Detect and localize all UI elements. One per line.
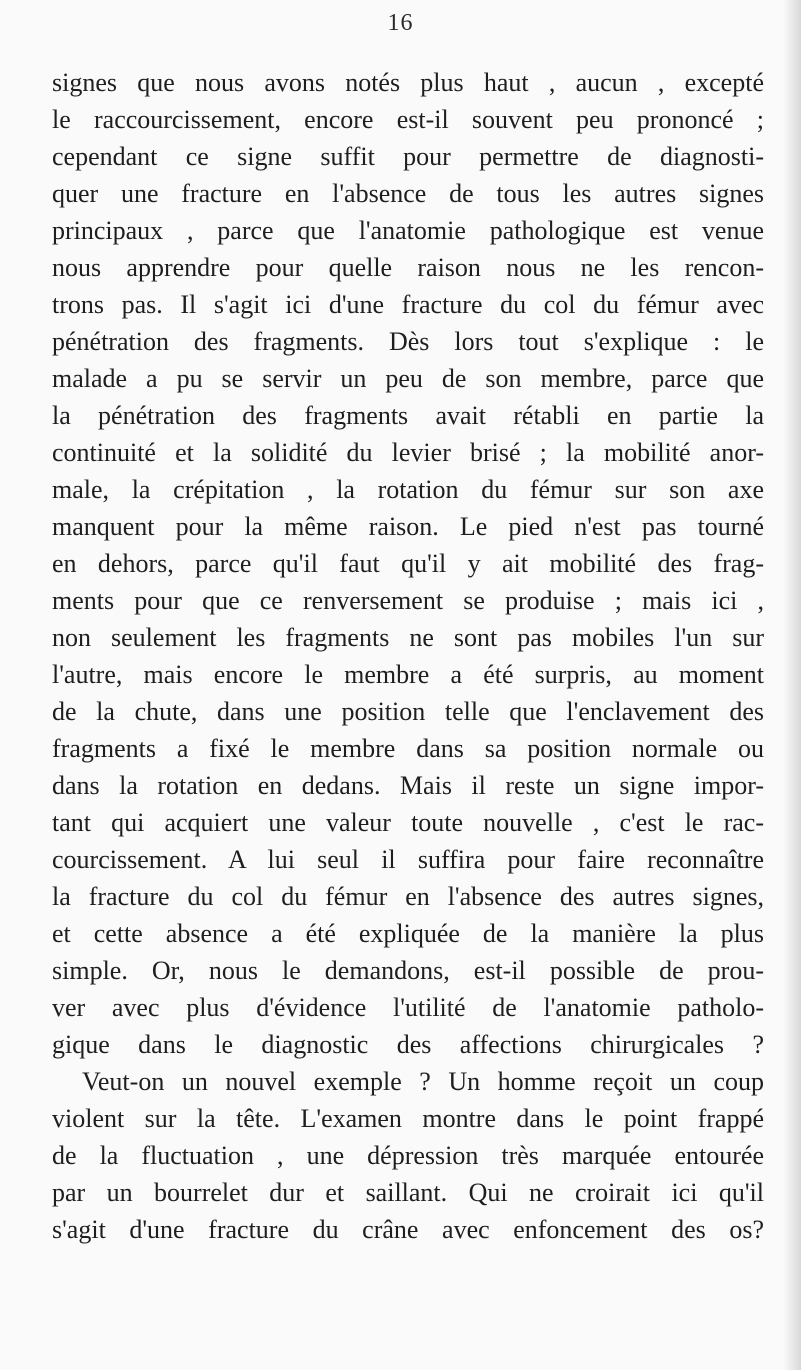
text-line: pénétration des fragments. Dès lors tout s'explique : le <box>52 327 764 356</box>
text-line: s'agit d'une fracture du crâne avec enfoncement des os? <box>52 1215 764 1244</box>
text-line: par un bourrelet dur et saillant. Qui ne croirait ici qu'il <box>52 1178 764 1207</box>
text-line: manquent pour la même raison. Le pied n'est pas tourné <box>52 512 764 541</box>
text-line: simple. Or, nous le demandons, est-il possible de prou- <box>52 956 764 985</box>
text-line: male, la crépitation , la rotation du fémur sur son axe <box>52 475 764 504</box>
text-line: tant qui acquiert une valeur toute nouvelle , c'est le rac- <box>52 808 764 837</box>
text-line: gique dans le diagnostic des affections chirurgicales ? <box>52 1030 764 1059</box>
text-line: malade a pu se servir un peu de son membre, parce que <box>52 364 764 393</box>
page-edge-shadow <box>783 0 801 1370</box>
text-line: ments pour que ce renversement se produise ; mais ici , <box>52 586 764 615</box>
text-line: violent sur la tête. L'examen montre dans le point frappé <box>52 1104 764 1133</box>
body-text <box>52 64 764 1248</box>
text-line: non seulement les fragments ne sont pas mobiles l'un sur <box>52 623 764 652</box>
text-line: continuité et la solidité du levier brisé ; la mobilité anor- <box>52 438 764 467</box>
text-line: signes que nous avons notés plus haut , aucun , excepté <box>52 68 764 97</box>
text-line: Veut-on un nouvel exemple ? Un homme reçoit un coup <box>82 1067 764 1096</box>
text-line: cependant ce signe suffit pour permettre de diagnosti- <box>52 142 764 171</box>
text-line: nous apprendre pour quelle raison nous ne les rencon- <box>52 253 764 282</box>
text-line: fragments a fixé le membre dans sa position normale ou <box>52 734 764 763</box>
text-line: principaux , parce que l'anatomie pathologique est venue <box>52 216 764 245</box>
text-line: dans la rotation en dedans. Mais il reste un signe impor- <box>52 771 764 800</box>
text-line: le raccourcissement, encore est-il souvent peu prononcé ; <box>52 105 764 134</box>
text-line: quer une fracture en l'absence de tous les autres signes <box>52 179 764 208</box>
page-number: 16 <box>387 10 414 36</box>
text-line: trons pas. Il s'agit ici d'une fracture du col du fémur avec <box>52 290 764 319</box>
text-line: en dehors, parce qu'il faut qu'il y ait mobilité des frag- <box>52 549 764 578</box>
text-line: l'autre, mais encore le membre a été surpris, au moment <box>52 660 764 689</box>
text-line: courcissement. A lui seul il suffira pour faire reconnaître <box>52 845 764 874</box>
text-line: de la fluctuation , une dépression très marquée entourée <box>52 1141 764 1170</box>
text-line: ver avec plus d'évidence l'utilité de l'anatomie patholo- <box>52 993 764 1022</box>
text-line: la fracture du col du fémur en l'absence des autres signes, <box>52 882 764 911</box>
text-line: la pénétration des fragments avait rétabli en partie la <box>52 401 764 430</box>
text-line: et cette absence a été expliquée de la manière la plus <box>52 919 764 948</box>
text-line: de la chute, dans une position telle que l'enclavement des <box>52 697 764 726</box>
